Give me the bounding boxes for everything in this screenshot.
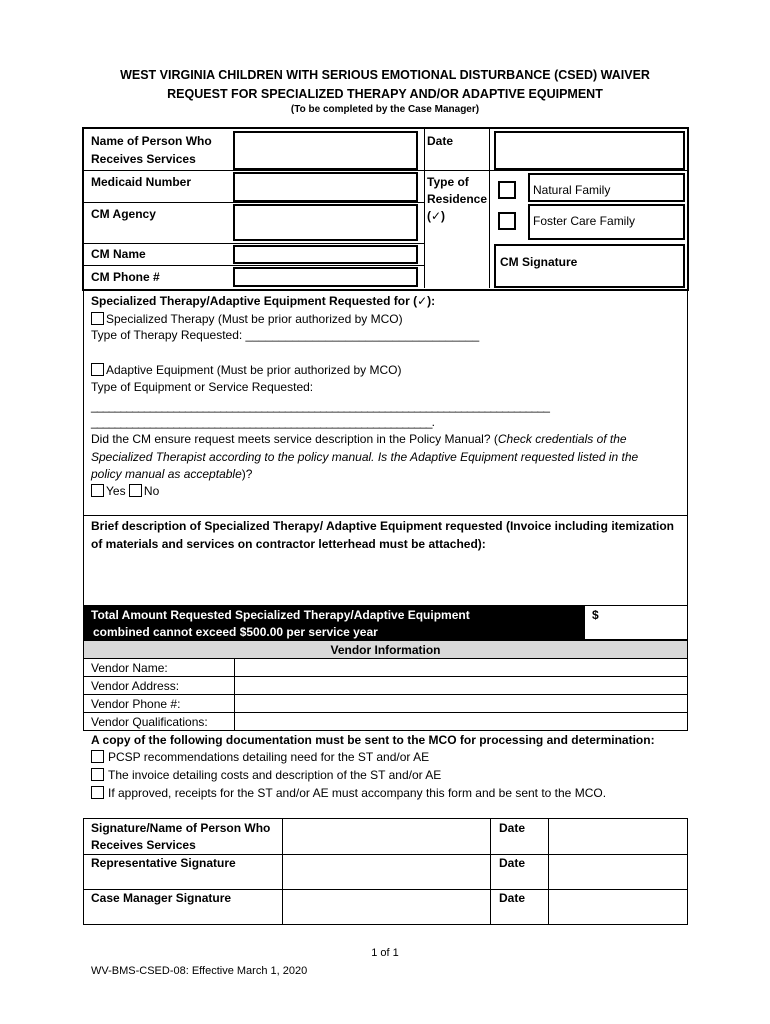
requested-heading: Specialized Therapy/Adaptive Equipment Requested for (✓):: [91, 294, 436, 308]
total-line2: combined cannot exceed $500.00 per service year: [93, 625, 378, 639]
equipment-option: Adaptive Equipment (Must be prior authorized by MCO): [91, 362, 401, 379]
cm-agency-label: CM Agency: [91, 207, 156, 221]
natural-family-checkbox[interactable]: [498, 181, 516, 199]
date-field[interactable]: [494, 131, 685, 170]
date-label-3: Date: [499, 891, 526, 905]
cm-signature-label: CM Signature: [500, 255, 578, 269]
invoice-checkbox[interactable]: [91, 768, 104, 781]
documentation-item3: If approved, receipts for the ST and/or AE must accompany this form and be sent to the MCO.: [91, 785, 606, 802]
person-sig-label-1: Signature/Name of Person Who: [91, 821, 271, 835]
cm-name-label: CM Name: [91, 247, 146, 261]
vendor-address-field[interactable]: [236, 677, 687, 694]
pcsp-checkbox[interactable]: [91, 750, 104, 763]
equipment-line-1[interactable]: ______________________________________________________________________________: [91, 399, 550, 413]
residence-label-line3: (✓): [427, 209, 446, 223]
vendor-qualifications-label: Vendor Qualifications:: [91, 715, 208, 729]
residence-label-line1: Type of: [427, 175, 469, 189]
foster-family-checkbox[interactable]: [498, 212, 516, 230]
total-line1: Total Amount Requested Specialized Therapy/Adaptive Equipment: [91, 608, 470, 622]
case-manager-signature-field[interactable]: [284, 890, 489, 924]
cm-phone-label: CM Phone #: [91, 270, 160, 284]
documentation-heading: A copy of the following documentation must be sent to the MCO for processing and determination:: [91, 733, 655, 747]
question-line2: Specialized Therapist according to the policy manual. Is the Adaptive Equipment requested listed in the: [91, 450, 639, 464]
vendor-heading: Vendor Information: [330, 643, 441, 657]
vendor-name-label: Vendor Name:: [91, 661, 168, 675]
date-label: Date: [427, 134, 454, 148]
name-field[interactable]: [233, 131, 418, 170]
form-id: WV-BMS-CSED-08: Effective March 1, 2020: [91, 965, 308, 977]
form-subtitle: (To be completed by the Case Manager): [290, 104, 480, 115]
description-line2: of materials and services on contractor letterhead must be attached):: [91, 537, 486, 551]
date-field-3[interactable]: [550, 890, 687, 924]
therapy-checkbox[interactable]: [91, 312, 104, 325]
cm-name-field[interactable]: [233, 245, 418, 264]
cm-phone-field[interactable]: [233, 267, 418, 287]
dollar-sign: $: [592, 608, 599, 622]
date-label-1: Date: [499, 821, 526, 835]
form-title-line2: REQUEST FOR SPECIALIZED THERAPY AND/OR ADAPTIVE EQUIPMENT: [167, 87, 603, 101]
natural-family-label: Natural Family: [533, 183, 611, 197]
medicaid-label: Medicaid Number: [91, 175, 192, 189]
equipment-line-2[interactable]: __________________________________________________________.: [91, 415, 435, 429]
yes-checkbox[interactable]: [91, 484, 104, 497]
representative-signature-field[interactable]: [284, 855, 489, 888]
description-line1: Brief description of Specialized Therapy/ Adaptive Equipment requested (Invoice including itemization: [91, 519, 674, 533]
vendor-phone-field[interactable]: [236, 695, 687, 712]
vendor-address-label: Vendor Address:: [91, 679, 180, 693]
case-manager-sig-label: Case Manager Signature: [91, 891, 232, 905]
documentation-item1: PCSP recommendations detailing need for the ST and/or AE: [91, 749, 429, 766]
date-label-2: Date: [499, 856, 526, 870]
person-sig-label-2: Receives Services: [91, 838, 196, 852]
equipment-checkbox[interactable]: [91, 363, 104, 376]
medicaid-field[interactable]: [233, 172, 418, 202]
therapy-option: Specialized Therapy (Must be prior authorized by MCO): [91, 311, 403, 328]
person-signature-field[interactable]: [284, 819, 489, 853]
question-line1: Did the CM ensure request meets service description in the Policy Manual? (Check credentials of the: [91, 432, 627, 446]
name-label-line1: Name of Person Who: [91, 134, 212, 148]
yes-no-row: Yes No: [91, 483, 159, 500]
documentation-item2: The invoice detailing costs and description of the ST and/or AE: [91, 767, 441, 784]
vendor-phone-label: Vendor Phone #:: [91, 697, 181, 711]
date-field-1[interactable]: [550, 819, 687, 853]
date-field-2[interactable]: [550, 855, 687, 888]
form-title-line1: WEST VIRGINIA CHILDREN WITH SERIOUS EMOTIONAL DISTURBANCE (CSED) WAIVER: [120, 68, 650, 82]
name-label-line2: Receives Services: [91, 152, 196, 166]
question-line3: policy manual as acceptable)?: [91, 467, 253, 481]
residence-label-line2: Residence: [427, 192, 488, 206]
equipment-type: Type of Equipment or Service Requested:: [91, 380, 314, 394]
foster-family-label: Foster Care Family: [533, 214, 636, 228]
page-number: 1 of 1: [371, 947, 399, 959]
total-amount-field[interactable]: [584, 605, 688, 640]
receipts-checkbox[interactable]: [91, 786, 104, 799]
no-checkbox[interactable]: [129, 484, 142, 497]
representative-sig-label: Representative Signature: [91, 856, 236, 870]
therapy-type[interactable]: Type of Therapy Requested: ___________________________________: [91, 328, 480, 342]
vendor-qualifications-field[interactable]: [236, 713, 687, 730]
vendor-name-field[interactable]: [236, 659, 687, 676]
cm-agency-field[interactable]: [233, 204, 418, 241]
